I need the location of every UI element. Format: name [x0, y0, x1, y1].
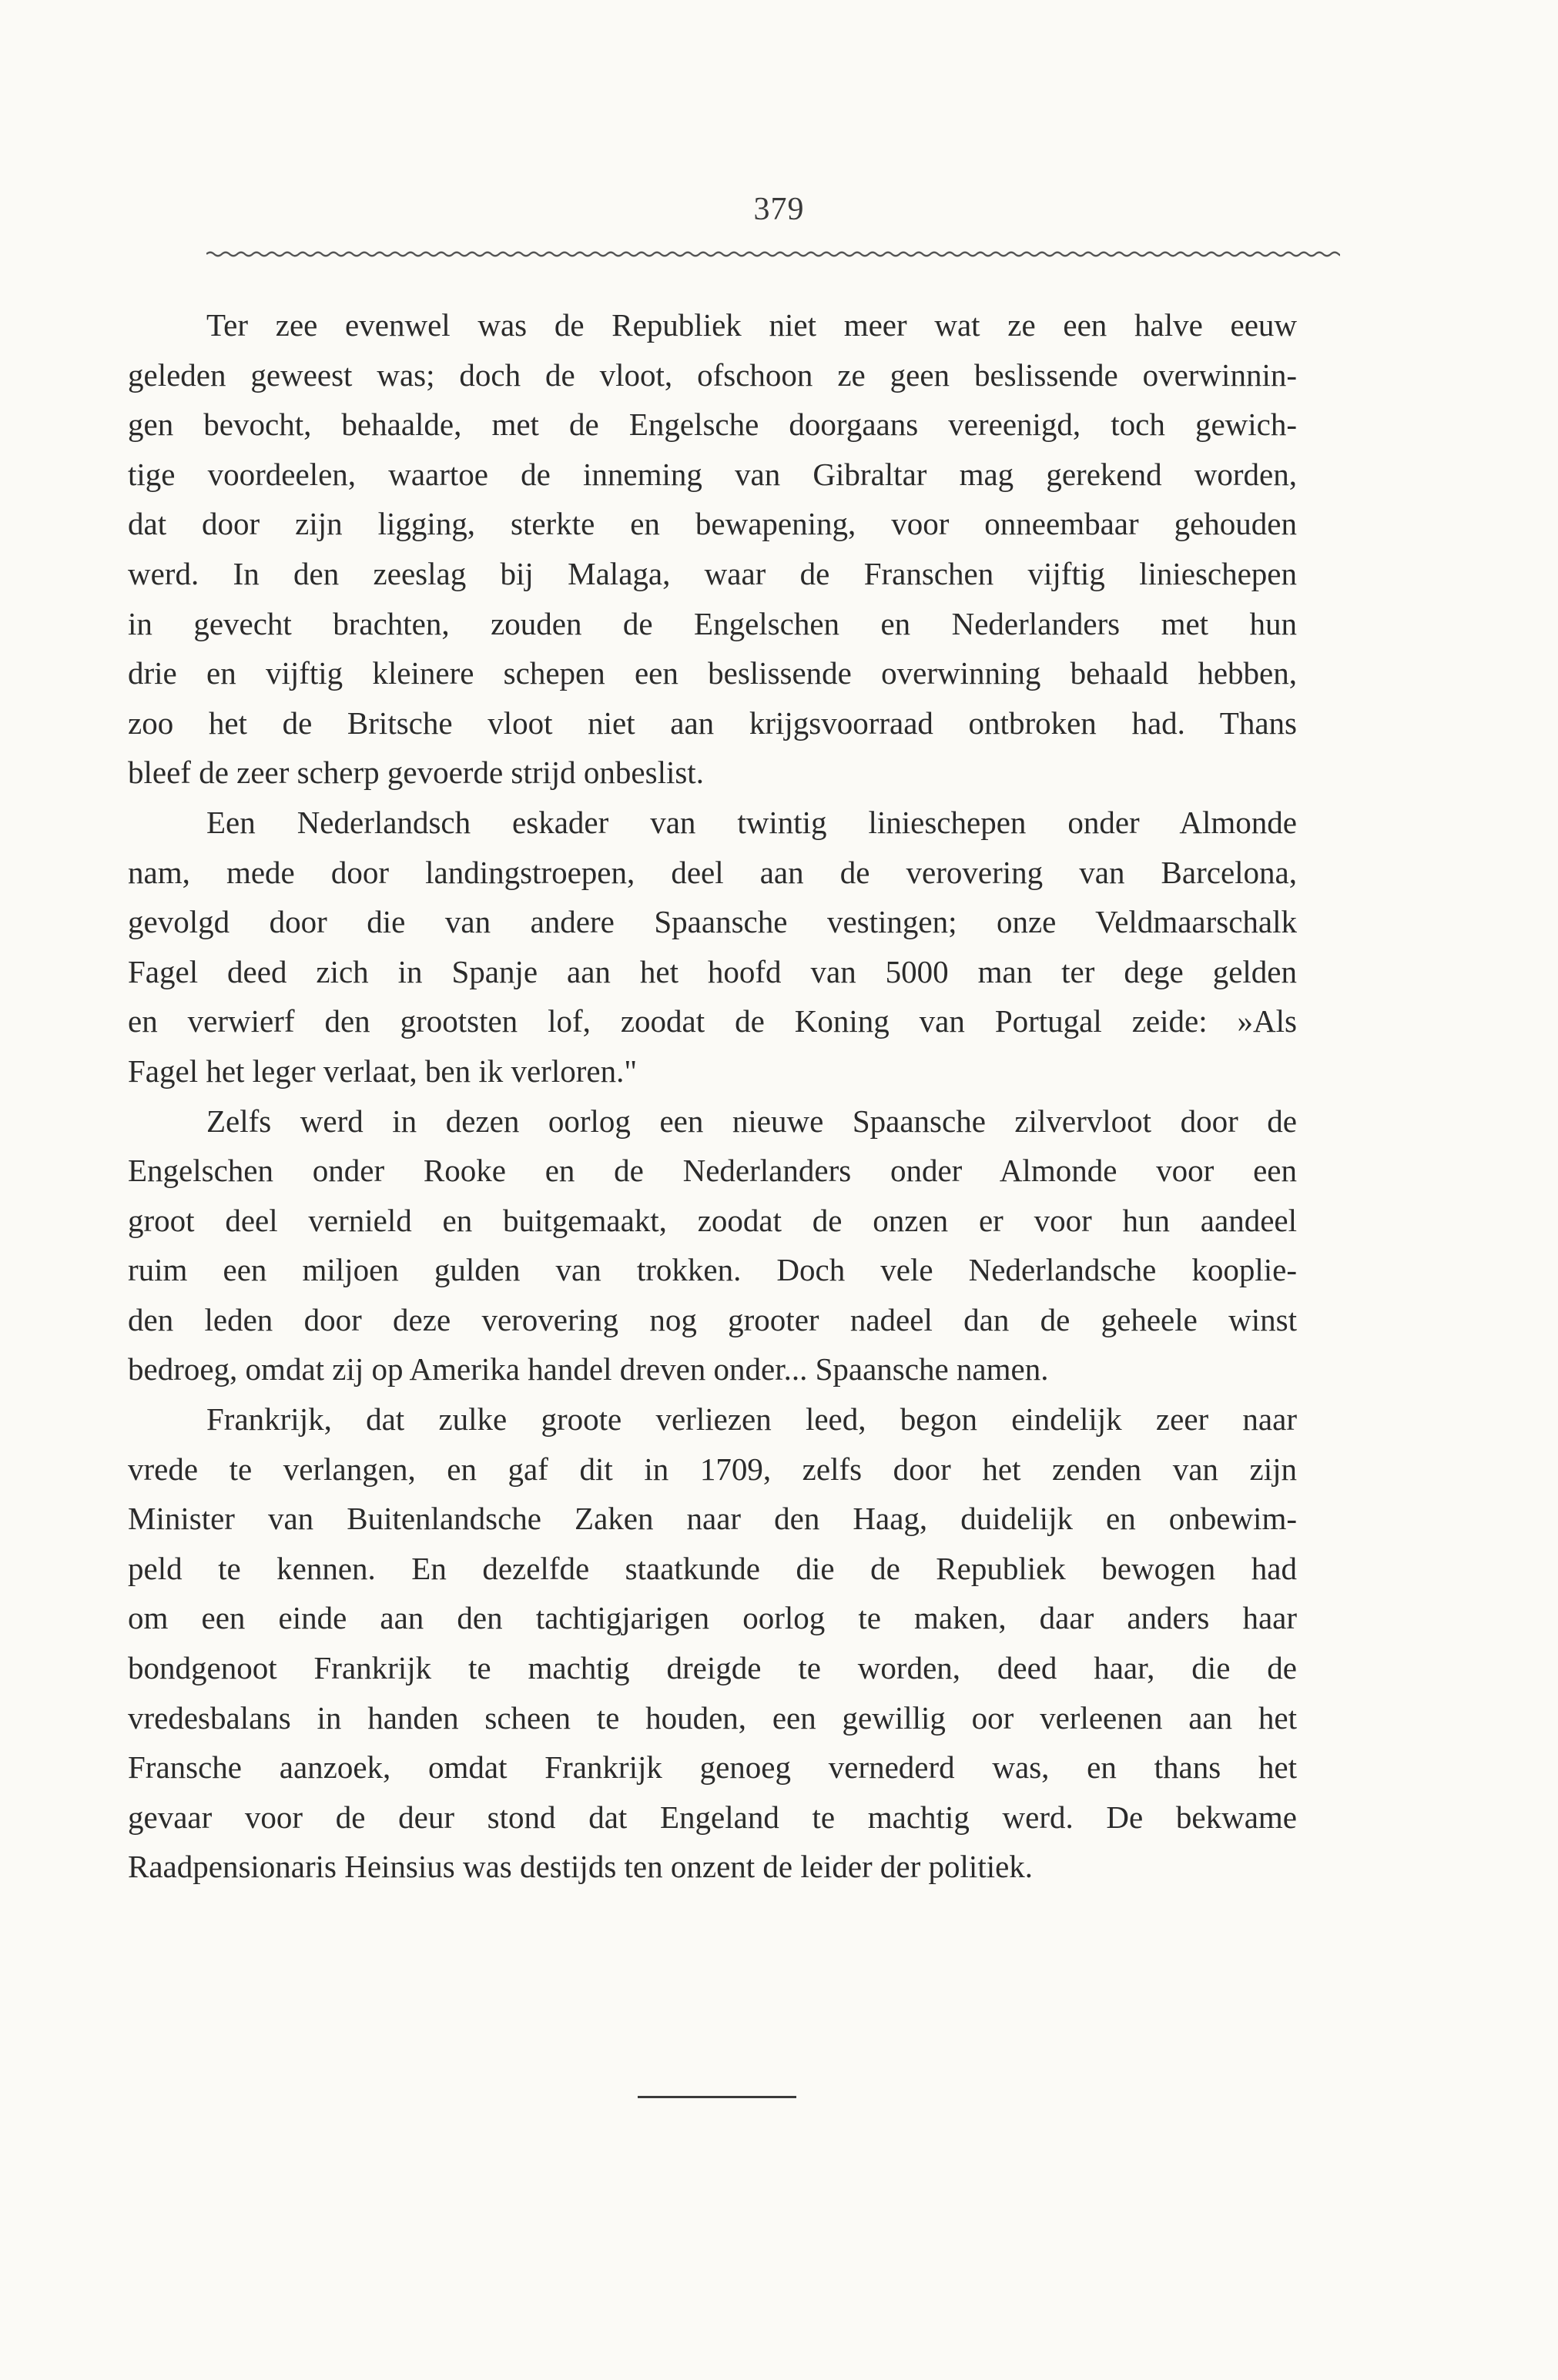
text-line: groot deel vernield en buitgemaakt, zoodat de onzen er voor hun aandeel: [128, 1202, 1297, 1238]
text-line: ruim een miljoen gulden van trokken. Doch vele Nederlandsche kooplie-: [128, 1252, 1297, 1288]
text-line: gevolgd door die van andere Spaansche vestingen; onze Veldmaarschalk: [128, 904, 1297, 940]
text-line: Frankrijk, dat zulke groote verliezen leed, begon eindelijk zeer naar: [206, 1401, 1297, 1438]
text-line: peld te kennen. En dezelfde staatkunde die de Republiek bewogen had: [128, 1550, 1297, 1586]
text-line: den leden door deze verovering nog grooter nadeel dan de geheele winst: [128, 1301, 1297, 1337]
text-line: Fagel het leger verlaat, ben ik verloren.": [128, 1053, 638, 1089]
text-line: bondgenoot Frankrijk te machtig dreigde te worden, deed haar, die de: [128, 1650, 1297, 1686]
text-line: werd. In den zeeslag bij Malaga, waar de Franschen vijftig linieschepen: [128, 555, 1297, 591]
text-line: tige voordeelen, waartoe de inneming van Gibraltar mag gerekend worden,: [128, 456, 1297, 492]
paragraph: [128, 300, 1297, 798]
text-line: Fransche aanzoek, omdat Frankrijk genoeg vernederd was, en thans het: [128, 1749, 1297, 1786]
text-line: vredesbalans in handen scheen te houden, een gewillig oor verleenen aan het: [128, 1699, 1297, 1736]
text-line: Minister van Buitenlandsche Zaken naar den Haag, duidelijk en onbewim-: [128, 1501, 1297, 1537]
text-line: Zelfs werd in dezen oorlog een nieuwe Spaansche zilvervloot door de: [206, 1103, 1297, 1139]
paragraph: [128, 798, 1297, 1096]
text-line: Ter zee evenwel was de Republiek niet meer wat ze een halve eeuw: [206, 307, 1297, 343]
text-line: dat door zijn ligging, sterkte en bewapening, voor onneembaar gehouden: [128, 506, 1297, 542]
body-text: [128, 300, 1297, 1892]
page-number: 379: [753, 192, 805, 227]
text-line: geleden geweest was; doch de vloot, ofschoon ze geen beslissende overwinnin-: [128, 356, 1297, 393]
text-line: Raadpensionaris Heinsius was destijds ten onzent de leider der politiek.: [128, 1849, 1034, 1885]
text-line: zoo het de Britsche vloot niet aan krijgsvoorraad ontbroken had. Thans: [128, 705, 1297, 741]
text-line: bedroeg, omdat zij op Amerika handel dreven onder... Spaansche namen.: [128, 1351, 1049, 1387]
closing-rule: [638, 2096, 796, 2098]
text-line: drie en vijftig kleinere schepen een beslissende overwinning behaald hebben,: [128, 655, 1297, 691]
text-line: in gevecht brachten, zouden de Engelschen en Nederlanders met hun: [128, 605, 1297, 641]
text-line: gen bevocht, behaalde, met de Engelsche doorgaans vereenigd, toch gewich-: [128, 407, 1297, 443]
text-line: vrede te verlangen, en gaf dit in 1709, zelfs door het zenden van zijn: [128, 1451, 1297, 1487]
text-line: bleef de zeer scherp gevoerde strijd onbeslist.: [128, 755, 704, 791]
text-line: gevaar voor de deur stond dat Engeland te machtig werd. De bekwame: [128, 1799, 1297, 1835]
text-line: Fagel deed zich in Spanje aan het hoofd van 5000 man ter dege gelden: [128, 953, 1297, 989]
text-line: om een einde aan den tachtigjarigen oorlog te maken, daar anders haar: [128, 1600, 1297, 1636]
text-line: Een Nederlandsch eskader van twintig linieschepen onder Almonde: [206, 804, 1297, 840]
wavy-rule-ornament: [206, 248, 1340, 260]
text-line: en verwierf den grootsten lof, zoodat de Koning van Portugal zeide: »Als: [128, 1003, 1297, 1039]
text-line: nam, mede door landingstroepen, deel aan de verovering van Barcelona,: [128, 854, 1297, 890]
text-line: Engelschen onder Rooke en de Nederlanders onder Almonde voor een: [128, 1153, 1297, 1189]
paragraph: [128, 1096, 1297, 1395]
paragraph: [128, 1394, 1297, 1892]
